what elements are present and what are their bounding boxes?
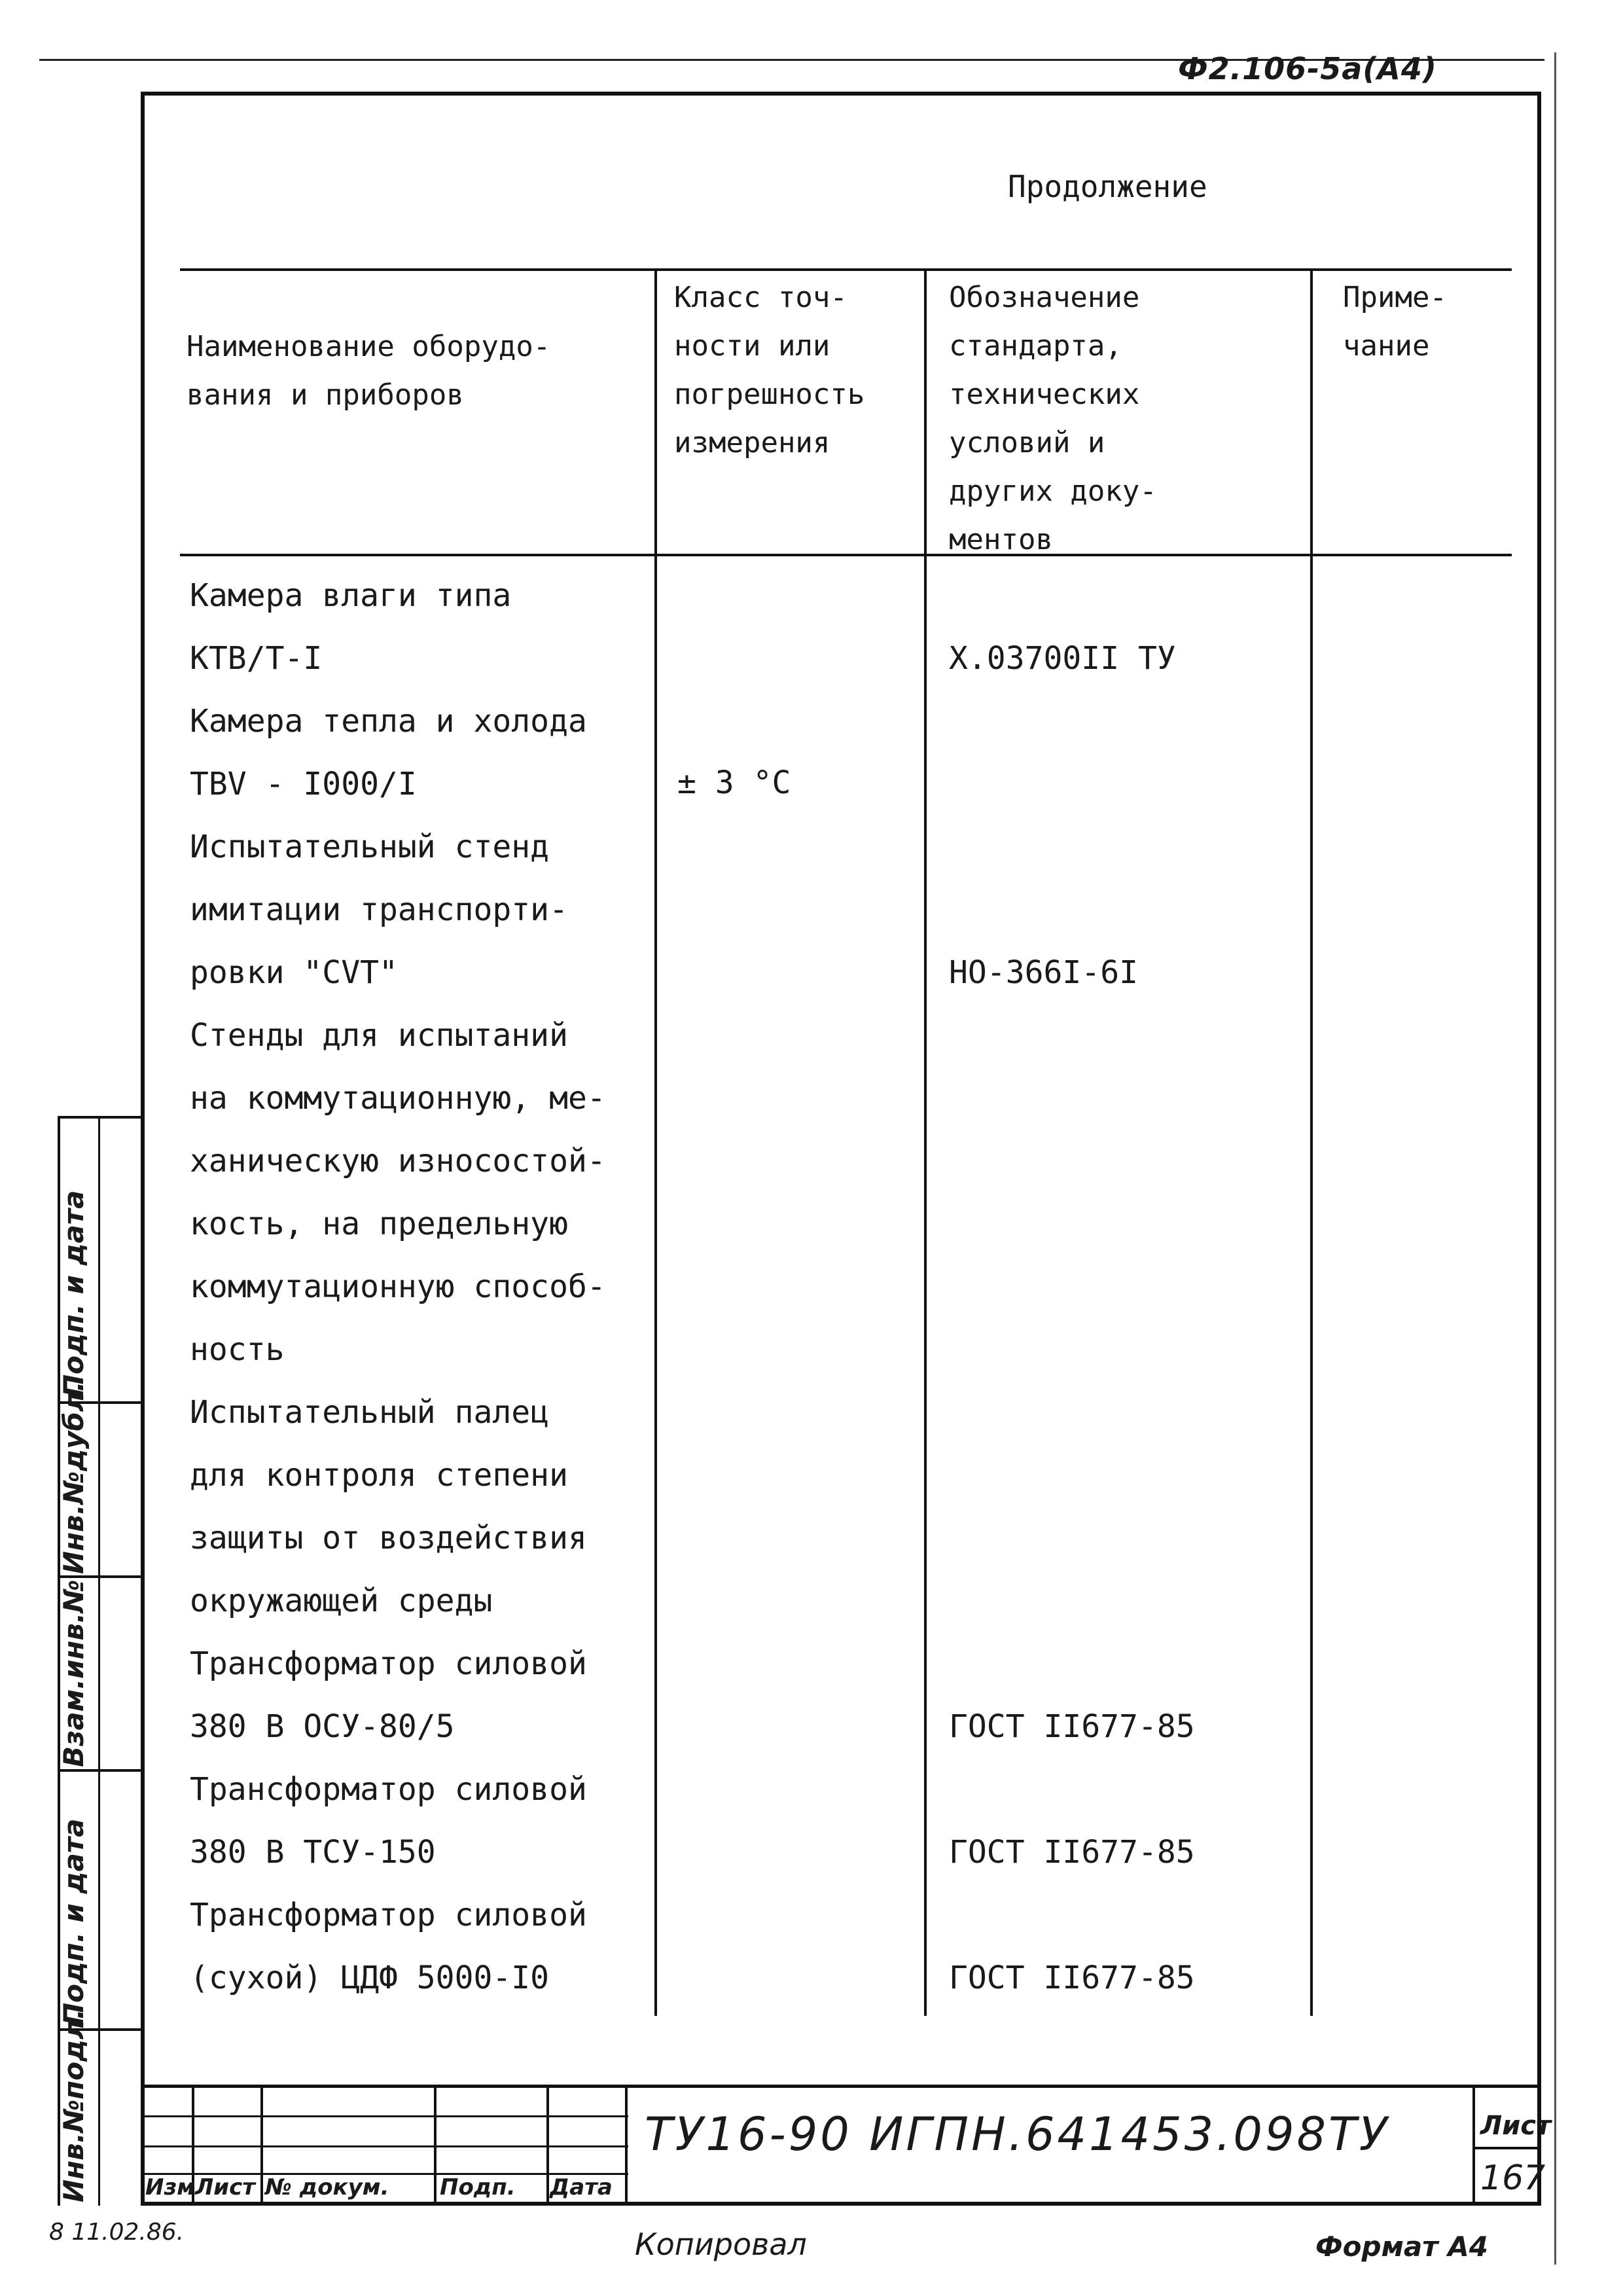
equipment-line: Трансформатор силовой — [190, 1645, 587, 1682]
equipment-line: Трансформатор силовой — [190, 1771, 587, 1808]
equipment-line: на коммутационную, ме- — [190, 1080, 606, 1117]
sheet-box-divider — [1472, 2147, 1541, 2149]
standard-cdf: ГОСТ II677-85 — [949, 1960, 1195, 1996]
header-accuracy-class: Класс точ- ности или погрешность измерения — [674, 281, 865, 459]
title-block-doc-no: № докум. — [265, 2174, 389, 2200]
sheet-number: 167 — [1480, 2159, 1546, 2198]
equipment-line: ровки "СVТ" — [190, 954, 398, 991]
standard-svt: НО-366I-6I — [949, 954, 1138, 991]
standard-tsu: ГОСТ II677-85 — [949, 1834, 1195, 1871]
equipment-line: Испытательный стенд — [190, 829, 550, 865]
side-label-inv-podl: Инв.№подл. — [58, 2009, 90, 2202]
equipment-line: ТВV - I000/I — [190, 766, 417, 802]
title-block-col-line — [260, 2085, 263, 2206]
title-block-list: Лист — [195, 2174, 255, 2200]
equipment-line: Стенды для испытаний — [190, 1017, 568, 1054]
equipment-line: ханическую износостой- — [190, 1143, 606, 1179]
column-divider-2 — [924, 268, 927, 2016]
equipment-line: Камера тепла и холода — [190, 703, 587, 740]
equipment-column — [190, 564, 606, 2009]
equipment-line: Камера влаги типа — [190, 577, 512, 614]
equipment-line: (сухой) ЦДФ 5000-I0 — [190, 1960, 550, 1996]
copied-label: Копировал — [635, 2227, 807, 2262]
column-divider-1 — [654, 268, 657, 2016]
sheet-label: Лист — [1480, 2111, 1552, 2141]
side-label-sign-date-bottom: Подп. и дата — [58, 1818, 90, 2026]
equipment-line: Трансформатор силовой — [190, 1897, 587, 1933]
footer-note: 8 11.02.86. — [49, 2219, 185, 2246]
equipment-line: КТВ/Т-I — [190, 640, 323, 677]
continuation-label: Продолжение — [1008, 169, 1207, 204]
format-label: Формат А4 — [1315, 2231, 1488, 2263]
form-code: Ф2.106-5а(А4) — [1178, 51, 1437, 86]
equipment-line: защиты от воздействия — [190, 1520, 587, 1556]
equipment-line: коммутационную способ- — [190, 1268, 606, 1305]
title-block-podp: Подп. — [440, 2174, 516, 2200]
accuracy-value: ± 3 °С — [677, 764, 791, 801]
title-block-col-line — [625, 2085, 628, 2206]
side-label-vzam-inv: Взам.инв.№ — [58, 1579, 90, 1767]
title-block-row-line — [141, 2115, 628, 2117]
title-block-izm: Изм — [145, 2174, 196, 2200]
title-block-data: Дата — [550, 2174, 613, 2200]
column-divider-3 — [1310, 268, 1313, 2016]
equipment-line: имитации транспорти- — [190, 891, 568, 928]
title-block-col-line — [434, 2085, 437, 2206]
side-strip-divider — [98, 1116, 100, 2206]
equipment-line: ность — [190, 1331, 285, 1368]
side-label-inv-dubl: Инв.№дубл. — [58, 1381, 90, 1574]
outer-right-rule — [1554, 52, 1556, 2265]
equipment-line: окружающей среды — [190, 1583, 493, 1619]
header-standard-designation: Обозначение стандарта, технических условий и других доку- ментов — [949, 281, 1157, 556]
header-note: Приме- чание — [1343, 281, 1447, 363]
equipment-line: Испытательный палец — [190, 1394, 550, 1431]
document-code: ТУ16-90 ИГПН.641453.098ТУ — [645, 2108, 1390, 2161]
standard-ktv: Х.03700II ТУ — [949, 640, 1176, 677]
title-block-col-line — [546, 2085, 549, 2206]
equipment-line: кость, на предельную — [190, 1206, 568, 1242]
equipment-line: для контроля степени — [190, 1457, 568, 1494]
side-label-sign-date-top: Подп. и дата — [58, 1190, 90, 1397]
equipment-line: 380 В ТСУ-150 — [190, 1834, 436, 1871]
standard-osu: ГОСТ II677-85 — [949, 1708, 1195, 1745]
title-block-row-line — [141, 2145, 628, 2147]
header-equipment-name: Наименование оборудо- вания и приборов — [187, 330, 551, 412]
equipment-line: 380 В ОСУ-80/5 — [190, 1708, 455, 1745]
